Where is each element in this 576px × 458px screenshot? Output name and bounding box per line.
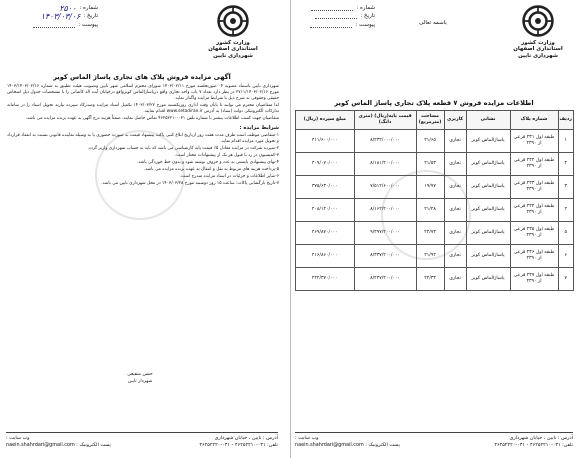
cell-use: تجاری <box>444 130 466 153</box>
cell-plate: طبقه اول ۲۳۳ فرعی از ۴۳۹۰ <box>510 176 558 199</box>
cell-address: پاساژالماس کویر <box>466 199 510 222</box>
cell-area: ۱۹/۷۷ <box>416 176 444 199</box>
page-footer <box>295 432 573 458</box>
date-label: تاریخ : <box>83 13 98 20</box>
table-row <box>296 245 574 268</box>
signature-block <box>95 372 185 385</box>
cell-area: ۲۱/۶۵ <box>416 130 444 153</box>
attachment-label: پیوست : <box>78 21 98 28</box>
cell-plate: طبقه اول ۲۳۴ فرعی از ۴۳۹۰ <box>510 199 558 222</box>
condition-item: ۶-سایر اطلاعات و جزئیات در اسناد مزایده مندرج است. <box>179 174 279 180</box>
org-block <box>198 40 268 59</box>
cell-area: ۲۱/۵۳ <box>416 153 444 176</box>
cell-price: ۸/۲۳۲/۰۰۰/۰۰۰ <box>354 130 416 153</box>
condition-item: ۴-بهای پیشنهادی بایستی به عدد و حروف نوشته شود و بدون خط خوردگی باشد. <box>137 160 279 166</box>
attachment-line <box>310 23 352 28</box>
table-row <box>296 130 574 153</box>
cell-use: تجاری <box>444 222 466 245</box>
cell-use: تجاری <box>444 268 466 291</box>
date-label: تاریخ : <box>360 13 375 20</box>
cell-area: ۲۱/۲۸ <box>416 199 444 222</box>
cell-row: ۵ <box>558 222 573 245</box>
cell-row: ۱ <box>558 130 573 153</box>
footer-email[interactable]: naein.shahrdari@gmail.com <box>6 441 75 448</box>
signatory-name: حسن شفیعی <box>127 372 153 377</box>
cell-plate: طبقه اول ۲۳۱ فرعی از ۴۳۹۰ <box>510 130 558 153</box>
footer-email-label: پست الکترونیک : <box>365 441 400 448</box>
conditions-title: شرایط مزایده : <box>239 124 279 131</box>
footer-email-label: پست الکترونیک : <box>76 441 111 448</box>
footer-email[interactable]: naein.shahrdari@gmail.com <box>295 441 364 448</box>
body-paragraph: شهرداری نایین باستناد مصوبه ۰۴ صورتجلسه مورخ ۱۴۰۳/۰۲/۱۱ شورای محترم اسلامی شهر نایین وتصویب هیئت تطبیق به شماره ۱۴۰۳/۱۴۰۳/۰۲/۱۶ مورخ ۲۷۱۱/۱۴۰۳/۰۲/۱۶ در نظر دارد تعداد ۷ باب واحد تجاری واقع درپاساژالماس کویرواقع درخیابان آیت اله کاشانی را با مشخصات جدول ذیل اشخاص حقیقی وحقوقی به شرح ذیل با شرایط مزایده واگذار نماید. <box>7 84 279 102</box>
attachment-line <box>33 23 75 28</box>
cell-deposit: ۴۱۱/۶۰۰/۰۰۰ <box>296 130 355 153</box>
col-header-address: نشانی <box>466 111 510 130</box>
cell-row: ۶ <box>558 245 573 268</box>
cell-deposit: ۴۶۹/۸۷۰/۰۰۰ <box>296 222 355 245</box>
condition-item: ۵-پرداخت هزینه های مربوط به نقل و انتقال به عهده برنده مزایده می باشد. <box>143 167 279 173</box>
table-row <box>296 268 574 291</box>
cell-row: ۴ <box>558 199 573 222</box>
cell-address: پاساژالماس کویر <box>466 153 510 176</box>
footer-phone: تلفن: ۰۳۱-۴۶۲۵۲۲۱۰ - ۰۳۱-۴۶۲۵۲۲۲۰ <box>199 441 278 448</box>
signatory-role: شهردار نایین <box>127 378 153 384</box>
cell-area: ۲۱/۹۴ <box>416 245 444 268</box>
letter-meta <box>295 4 375 30</box>
right-page <box>290 0 576 458</box>
table-row <box>296 153 574 176</box>
cell-price: ۸/۴۴۷/۴۰۰/۰۰۰ <box>354 268 416 291</box>
condition-item: ۷-تاریخ بازگشایی پاکات: ساعت ۱۵ روز دوشنبه مورخ ۱۴۰۳/۰۳/۲۸ در محل شهرداری نایین می باشد. <box>101 181 279 187</box>
condition-item: ۱-متقاضی موظف است ظرف مدت هفت روز ازتاریخ ابلاغ کتبی پاکت پیشنهاد قیمت به صورت حضوری یا به وسیله نماینده قانونی نسبت به انعقاد قرارداد و تحویل مورد مزایده اقدام نماید. <box>7 132 279 144</box>
cell-price: ۸/۱۸۱/۴۰۰/۰۰۰ <box>354 153 416 176</box>
condition-item: ۲-سپرده شرکت در مزایده معادل ۵٪ قیمت پایه کارشناسی می باشد که باید به حساب شهرداری واریز گردد. <box>87 145 279 151</box>
cell-area: ۲۲/۳۳ <box>416 268 444 291</box>
footer-address: آدرس : نایین ، خیابان شهرداری <box>509 435 573 441</box>
letter-meta <box>8 4 98 30</box>
footer-phone: تلفن: ۰۳۱-۴۶۲۵۲۲۱۰ - ۰۳۱-۴۶۲۵۲۲۲۰ <box>494 441 573 448</box>
municipality-logo-icon <box>216 4 250 38</box>
cell-price: ۸/۱۶۲/۴۰۰/۰۰۰ <box>354 199 416 222</box>
footer-web-label: وب سایت : <box>295 435 319 441</box>
cell-price: ۷/۵۱۲/۶۰۰/۰۰۰ <box>354 176 416 199</box>
number-label: شماره : <box>79 4 98 11</box>
body-paragraph: متقاضیان جهت کسب اطلاعات بیشتر با شماره تلفن ۰۳۱-۴۶۲۵۲۲۱۰ تماس حاصل نمایند. ضمناً هزینه درج آگهی به عهده برنده مزایده می باشد. <box>25 116 279 122</box>
cell-use: تجاری <box>444 199 466 222</box>
cell-row: ۲ <box>558 153 573 176</box>
table-row <box>296 199 574 222</box>
table-row <box>296 176 574 199</box>
notice-title: آگهی مزایده فروش پلاک های تجاری پاساژ الماس کویر <box>53 73 231 81</box>
footer-web-label: وب سایت : <box>6 435 30 441</box>
org-municipality: شهرداری نایین <box>213 52 253 59</box>
org-province: استانداری اصفهان <box>208 46 258 53</box>
col-header-area: مساحت (مترمربع) <box>416 111 444 130</box>
cell-area: ۲۴/۷۳ <box>416 222 444 245</box>
org-block <box>503 40 573 59</box>
handwritten-number: ۲۵۰۰ <box>59 3 77 13</box>
handwritten-date: ۱۴۰۳/۰۳/۰۶ <box>40 12 81 22</box>
org-municipality: شهرداری نایین <box>518 52 558 59</box>
col-header-deposit: مبلغ سپرده (ریال) <box>296 111 355 130</box>
cell-row: ۳ <box>558 176 573 199</box>
cell-price: ۹/۳۹۷/۴۰۰/۰۰۰ <box>354 222 416 245</box>
org-ministry: وزارت کشور <box>521 40 555 46</box>
left-page <box>0 0 284 458</box>
footer-address: آدرس : نایین ، خیابان شهرداری <box>214 435 278 441</box>
body-paragraph: لذا متقاضیان محترم می توانند تا پایان وقت اداری روزیکشنبه مورخ ۱۴۰۳/۰۳/۲۷ تکمیل اسناد مزایده وصدرکاد سپرده نیازبه تحویل اسناد را در سامانه تدارکات الکترونیکی دولت (ستاد) به آدرس www.setadiran.ir اقدام نمایند. <box>7 103 279 115</box>
table-row <box>296 222 574 245</box>
cell-deposit: ۴۲۲/۳۷۰/۰۰۰ <box>296 268 355 291</box>
cell-plate: طبقه اول ۲۳۵ فرعی از ۴۳۹۰ <box>510 222 558 245</box>
attachment-label: پیوست : <box>355 21 375 28</box>
col-header-plate: شماره پلاک <box>510 111 558 130</box>
page-footer <box>6 432 278 458</box>
condition-item: ۳-کمیسیون در رد یا قبول هر یک از پیشنهادات مختار است. <box>174 152 279 158</box>
org-ministry: وزارت کشور <box>216 40 250 46</box>
notice-body <box>7 84 279 188</box>
col-header-use: کاربری <box>444 111 466 130</box>
cell-address: پاساژالماس کویر <box>466 268 510 291</box>
number-line <box>311 6 353 11</box>
col-header-price: قیمت پایه(ریال) (متری دانگ) <box>354 111 416 130</box>
cell-address: پاساژالماس کویر <box>466 176 510 199</box>
cell-deposit: ۴۰۹/۰۷۰/۰۰۰ <box>296 153 355 176</box>
col-header-row: ردیف <box>558 111 573 130</box>
cell-use: تجاری <box>444 176 466 199</box>
cell-deposit: ۴۱۶/۸۶۰/۰۰۰ <box>296 245 355 268</box>
cell-address: پاساژالماس کویر <box>466 245 510 268</box>
org-province: استانداری اصفهان <box>513 46 563 53</box>
cell-row: ۷ <box>558 268 573 291</box>
municipality-logo-icon <box>521 4 555 38</box>
cell-deposit: ۴۰۸/۱۲۰/۰۰۰ <box>296 199 355 222</box>
cell-use: تجاری <box>444 153 466 176</box>
date-line <box>315 14 357 19</box>
cell-price: ۸/۳۳۷/۲۰۰/۰۰۰ <box>354 245 416 268</box>
cell-address: پاساژالماس کویر <box>466 222 510 245</box>
salutation: باسمه تعالی <box>419 20 447 26</box>
cell-deposit: ۳۷۵/۶۳۰/۰۰۰ <box>296 176 355 199</box>
cell-plate: طبقه اول ۲۳۶ فرعی از ۴۳۹۰ <box>510 245 558 268</box>
table-title: اطلاعات مزایده فروش ۷ قطعه پلاک تجاری پاساژ الماس کویر <box>334 99 534 107</box>
table-header-row <box>296 111 574 130</box>
cell-plate: طبقه اول ۲۳۲ فرعی از ۴۳۹۰ <box>510 153 558 176</box>
number-label: شماره : <box>356 4 375 11</box>
cell-use: تجاری <box>444 245 466 268</box>
cell-plate: طبقه اول ۲۳۷ فرعی از ۴۳۹۰ <box>510 268 558 291</box>
auction-table <box>295 110 574 291</box>
cell-address: پاساژالماس کویر <box>466 130 510 153</box>
